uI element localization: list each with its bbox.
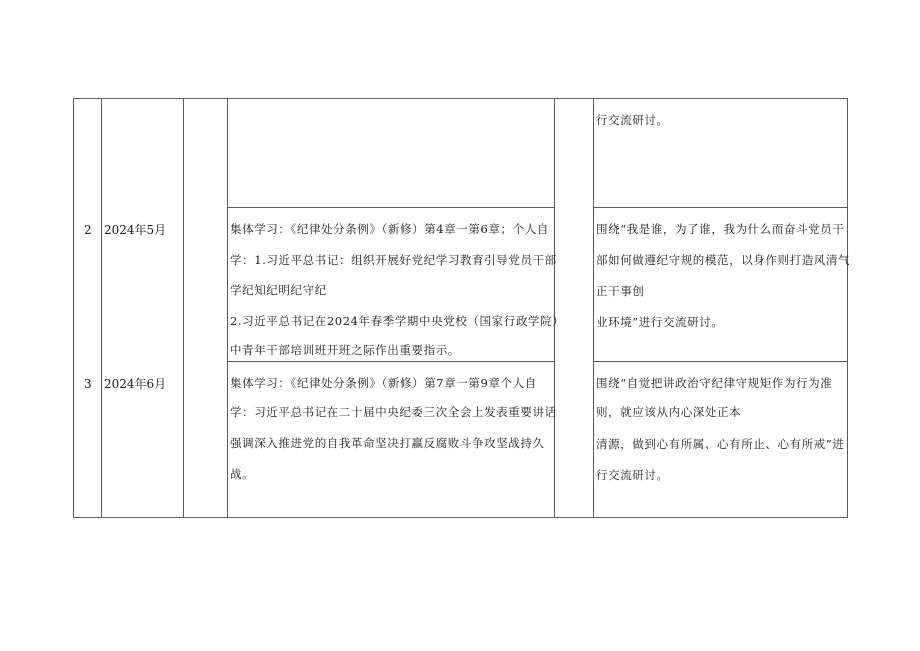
row-2-study-line-1: 集体学习：《纪律处分条例》（新修）第4章一第6章；个人自 — [230, 222, 549, 236]
row-3-discussion-line-2: 则，就应该从内心深处正本 — [596, 405, 742, 419]
table-top-border — [73, 98, 848, 99]
row-3-discussion-line-4: 行交流研讨。 — [596, 468, 669, 482]
row-1-discussion-line-1: 行交流研讨。 — [596, 113, 669, 127]
row-2-discussion-line-3: 正干事创 — [596, 284, 645, 298]
column-divider-study — [554, 98, 555, 518]
row-2-date: 2024年5月 — [104, 223, 167, 237]
row-2-study-line-2: 学：1.习近平总书记：组织开展好党纪学习教育引导党员干部 — [230, 253, 557, 267]
row-2-number: 2 — [84, 223, 92, 237]
column-divider-date — [183, 98, 184, 518]
row-2-study-line-3: 学纪知纪明纪守纪 — [230, 283, 327, 297]
column-divider-blank-2 — [593, 98, 594, 518]
column-divider-number — [101, 98, 102, 518]
row-2-study-line-5: 中青年干部培训班开班之际作出重要指示。 — [230, 343, 460, 357]
row-divider-1-study — [227, 207, 554, 208]
row-2-discussion-line-1: 围绕“我是谁，为了谁，我为什么而奋斗党员干 — [596, 222, 845, 236]
column-divider-blank — [227, 98, 228, 518]
table-right-border — [847, 98, 848, 518]
row-2-study-line-4: 2.习近平总书记在2024年春季学期中央党校（国家行政学院） — [230, 314, 565, 328]
row-2-discussion-line-2: 部如何做遵纪守规的模范，以身作则打造风清气 — [596, 253, 851, 267]
row-3-number: 3 — [84, 377, 92, 391]
row-divider-2-study — [227, 361, 554, 362]
table-left-border — [73, 98, 74, 518]
row-divider-1-discussion — [593, 207, 848, 208]
row-3-study-line-3: 强调深入推进党的自我革命坚决打赢反腐败斗争攻坚战持久 — [230, 436, 545, 450]
row-3-date: 2024年6月 — [104, 377, 167, 391]
row-3-discussion-line-1: 围绕“自觉把讲政治守纪律守规矩作为行为准 — [596, 376, 833, 390]
row-2-discussion-line-4: 业环境”进行交流研讨。 — [596, 315, 724, 329]
row-3-study-line-2: 学：习近平总书记在二十届中央纪委三次全会上发表重要讲话 — [230, 405, 557, 419]
row-3-study-line-4: 战。 — [230, 467, 255, 481]
row-3-study-line-1: 集体学习：《纪律处分条例》（新修）第7章一第9章个人自 — [230, 376, 537, 390]
row-3-discussion-line-3: 清源，做到心有所属、心有所止、心有所戒”进 — [596, 437, 845, 451]
table-bottom-border — [73, 517, 848, 518]
row-divider-2-discussion — [593, 361, 848, 362]
